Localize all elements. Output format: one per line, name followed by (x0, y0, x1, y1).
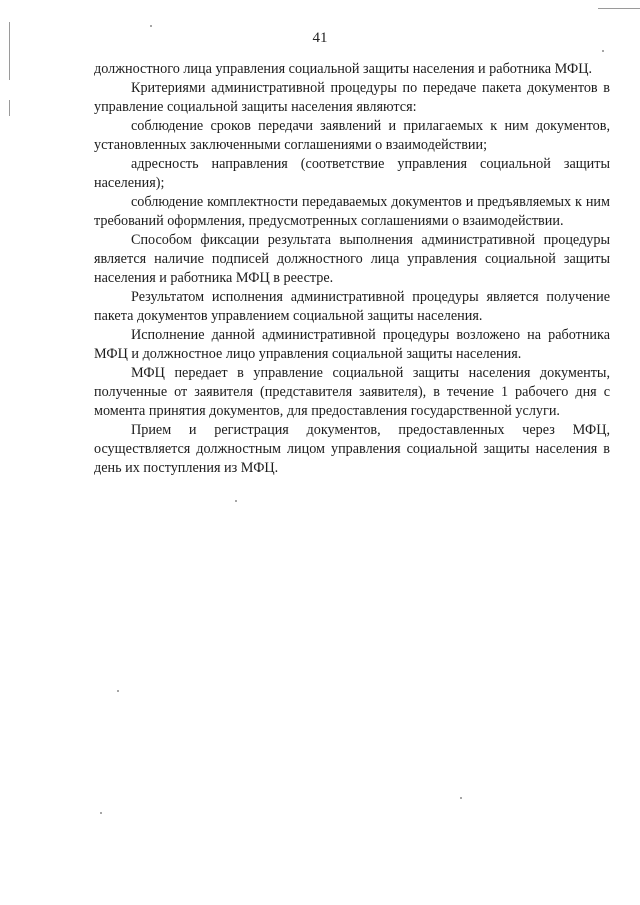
paragraph: Результатом исполнения административной процедуры является получение пакета документов управлением социальной защиты населения. (94, 289, 610, 324)
paragraph: Способом фиксации результата выполнения административной процедуры является наличие подписей должностного лица управления социальной защиты населения и работника МФЦ в реестре. (94, 232, 610, 286)
scan-speck (150, 25, 152, 27)
document-body (94, 60, 610, 478)
scan-speck (235, 500, 237, 502)
scan-speck (602, 50, 604, 52)
scan-speck (100, 812, 102, 814)
scan-edge-mark (9, 100, 10, 116)
paragraph: должностного лица управления социальной защиты населения и работника МФЦ. (94, 61, 593, 77)
paragraph: Прием и регистрация документов, предоставленных через МФЦ, осуществляется должностным лицом управления социальной защиты населения в день их поступления из МФЦ. (94, 422, 610, 476)
page-number: 41 (312, 30, 328, 46)
paragraph: адресность направления (соответствие управления социальной защиты населения); (94, 156, 610, 191)
scan-speck (117, 690, 119, 692)
paragraph: соблюдение сроков передачи заявлений и прилагаемых к ним документов, установленных заключенными соглашениями о взаимодействии; (94, 118, 610, 153)
paragraph: МФЦ передает в управление социальной защиты населения документы, полученные от заявителя (представителя заявителя), в течение 1 рабочего дня с момента принятия документов, для предоставления государственной услуги. (94, 365, 610, 419)
paragraph: Исполнение данной административной процедуры возложено на работника МФЦ и должностное лицо управления социальной защиты населения. (94, 327, 610, 362)
paragraph: соблюдение комплектности передаваемых документов и предъявляемых к ним требований оформления, предусмотренных соглашениями о взаимодействии. (94, 194, 610, 229)
paragraph: Критериями административной процедуры по передаче пакета документов в управление социальной защиты населения являются: (94, 80, 610, 115)
scan-speck (460, 797, 462, 799)
scan-corner-mark (598, 8, 640, 9)
